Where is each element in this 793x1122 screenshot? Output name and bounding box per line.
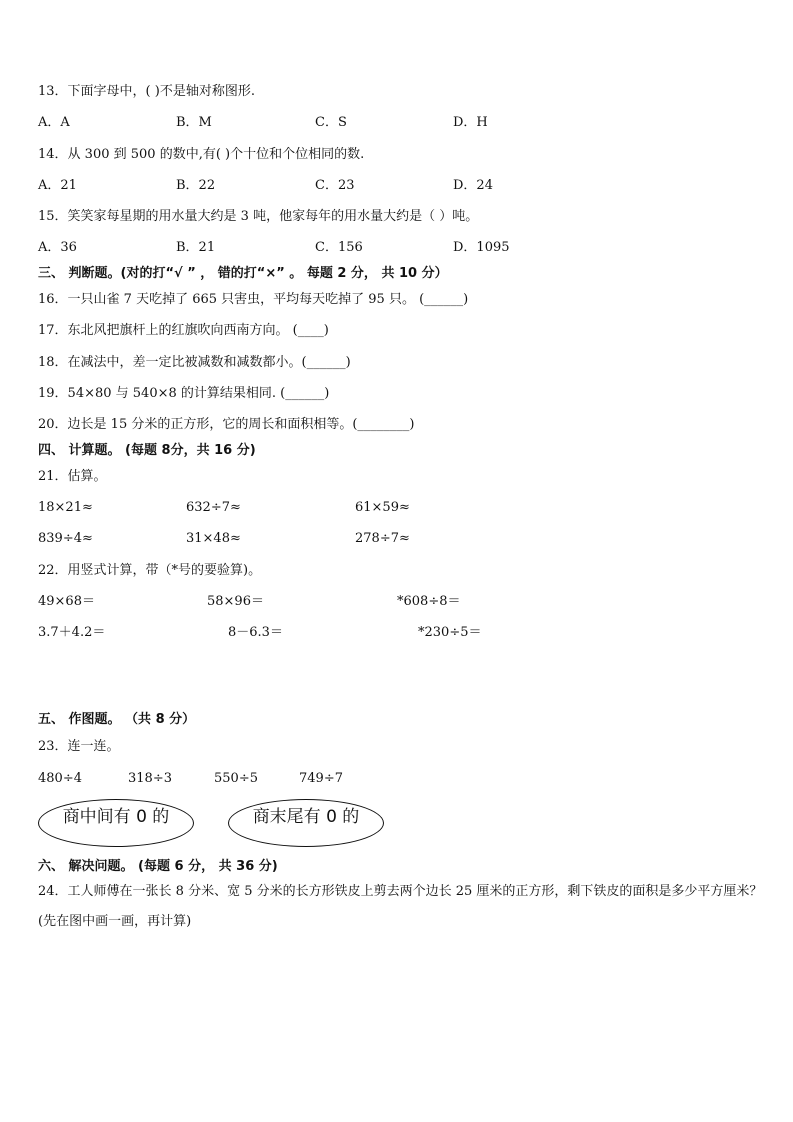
question-15: 15．笑笑家每星期的用水量大约是 3 吨，他家每年的用水量大约是（ ）吨。 — [38, 209, 479, 224]
section-4-heading: 四、 计算题。 (每题 8分，共 16 分) — [38, 443, 256, 458]
q14-option-b: B．22 — [176, 178, 216, 193]
question-14: 14．从 300 到 500 的数中,有( )个十位和个位相同的数. — [38, 147, 365, 162]
question-22: 22．用竖式计算，带（*号的要验算)。 — [38, 563, 262, 578]
division-4: 749÷7 — [299, 771, 343, 786]
estimate-4: 839÷4≈ — [38, 531, 93, 546]
oval-end-zero-label: 商末尾有 0 的 — [252, 807, 360, 827]
question-20: 20．边长是 15 分米的正方形，它的周长和面积相等。(________) — [38, 417, 415, 432]
calc-1: 49×68＝ — [38, 594, 95, 609]
question-16: 16．一只山雀 7 天吃掉了 665 只害虫，平均每天吃掉了 95 只。 (______) — [38, 292, 469, 307]
question-18: 18．在减法中，差一定比被减数和减数都小。(______) — [38, 355, 351, 370]
estimate-1: 18×21≈ — [38, 500, 93, 515]
section-3-heading: 三、 判断题。(对的打“√ ” ， 错的打“×” 。 每题 2 分， 共 10 分） — [38, 266, 448, 281]
section-5-heading: 五、 作图题。 （共 8 分） — [38, 712, 196, 727]
q13-option-d: D．H — [453, 115, 488, 130]
estimate-6: 278÷7≈ — [355, 531, 410, 546]
oval-end-zero[interactable] — [228, 799, 384, 847]
question-19: 19．54×80 与 540×8 的计算结果相同. (______) — [38, 386, 330, 401]
question-24: 24．工人师傅在一张长 8 分米、宽 5 分米的长方形铁皮上剪去两个边长 25 厘米的正方形，剩下铁皮的面积是多少平方厘米？(先在图中画一画，再计算) — [38, 884, 763, 929]
division-1: 480÷4 — [38, 771, 82, 786]
estimate-3: 61×59≈ — [355, 500, 410, 515]
estimate-2: 632÷7≈ — [186, 500, 241, 515]
calc-5: 8－6.3＝ — [228, 625, 283, 640]
q15-option-d: D．1095 — [453, 240, 510, 255]
calc-6: *230÷5＝ — [418, 625, 482, 640]
division-3: 550÷5 — [214, 771, 258, 786]
question-23: 23．连一连。 — [38, 739, 120, 754]
q15-option-a: A．36 — [38, 240, 77, 255]
section-6-heading: 六、 解决问题。 (每题 6 分， 共 36 分) — [38, 859, 278, 874]
q15-option-c: C．156 — [315, 240, 363, 255]
calc-3: *608÷8＝ — [397, 594, 461, 609]
q14-option-c: C．23 — [315, 178, 355, 193]
division-2: 318÷3 — [128, 771, 172, 786]
estimate-5: 31×48≈ — [186, 531, 241, 546]
q13-option-b: B．M — [176, 115, 212, 130]
question-13: 13．下面字母中，( )不是轴对称图形. — [38, 84, 255, 99]
q13-option-a: A．A — [38, 115, 70, 130]
oval-middle-zero[interactable] — [38, 799, 194, 847]
q14-option-d: D．24 — [453, 178, 493, 193]
q15-option-b: B．21 — [176, 240, 216, 255]
question-17: 17．东北风把旗杆上的红旗吹向西南方向。 (____) — [38, 323, 329, 338]
calc-2: 58×96＝ — [207, 594, 264, 609]
q13-option-c: C．S — [315, 115, 347, 130]
calc-4: 3.7＋4.2＝ — [38, 625, 106, 640]
q14-option-a: A．21 — [38, 178, 77, 193]
oval-middle-zero-label: 商中间有 0 的 — [62, 807, 170, 827]
question-21: 21．估算。 — [38, 469, 107, 484]
